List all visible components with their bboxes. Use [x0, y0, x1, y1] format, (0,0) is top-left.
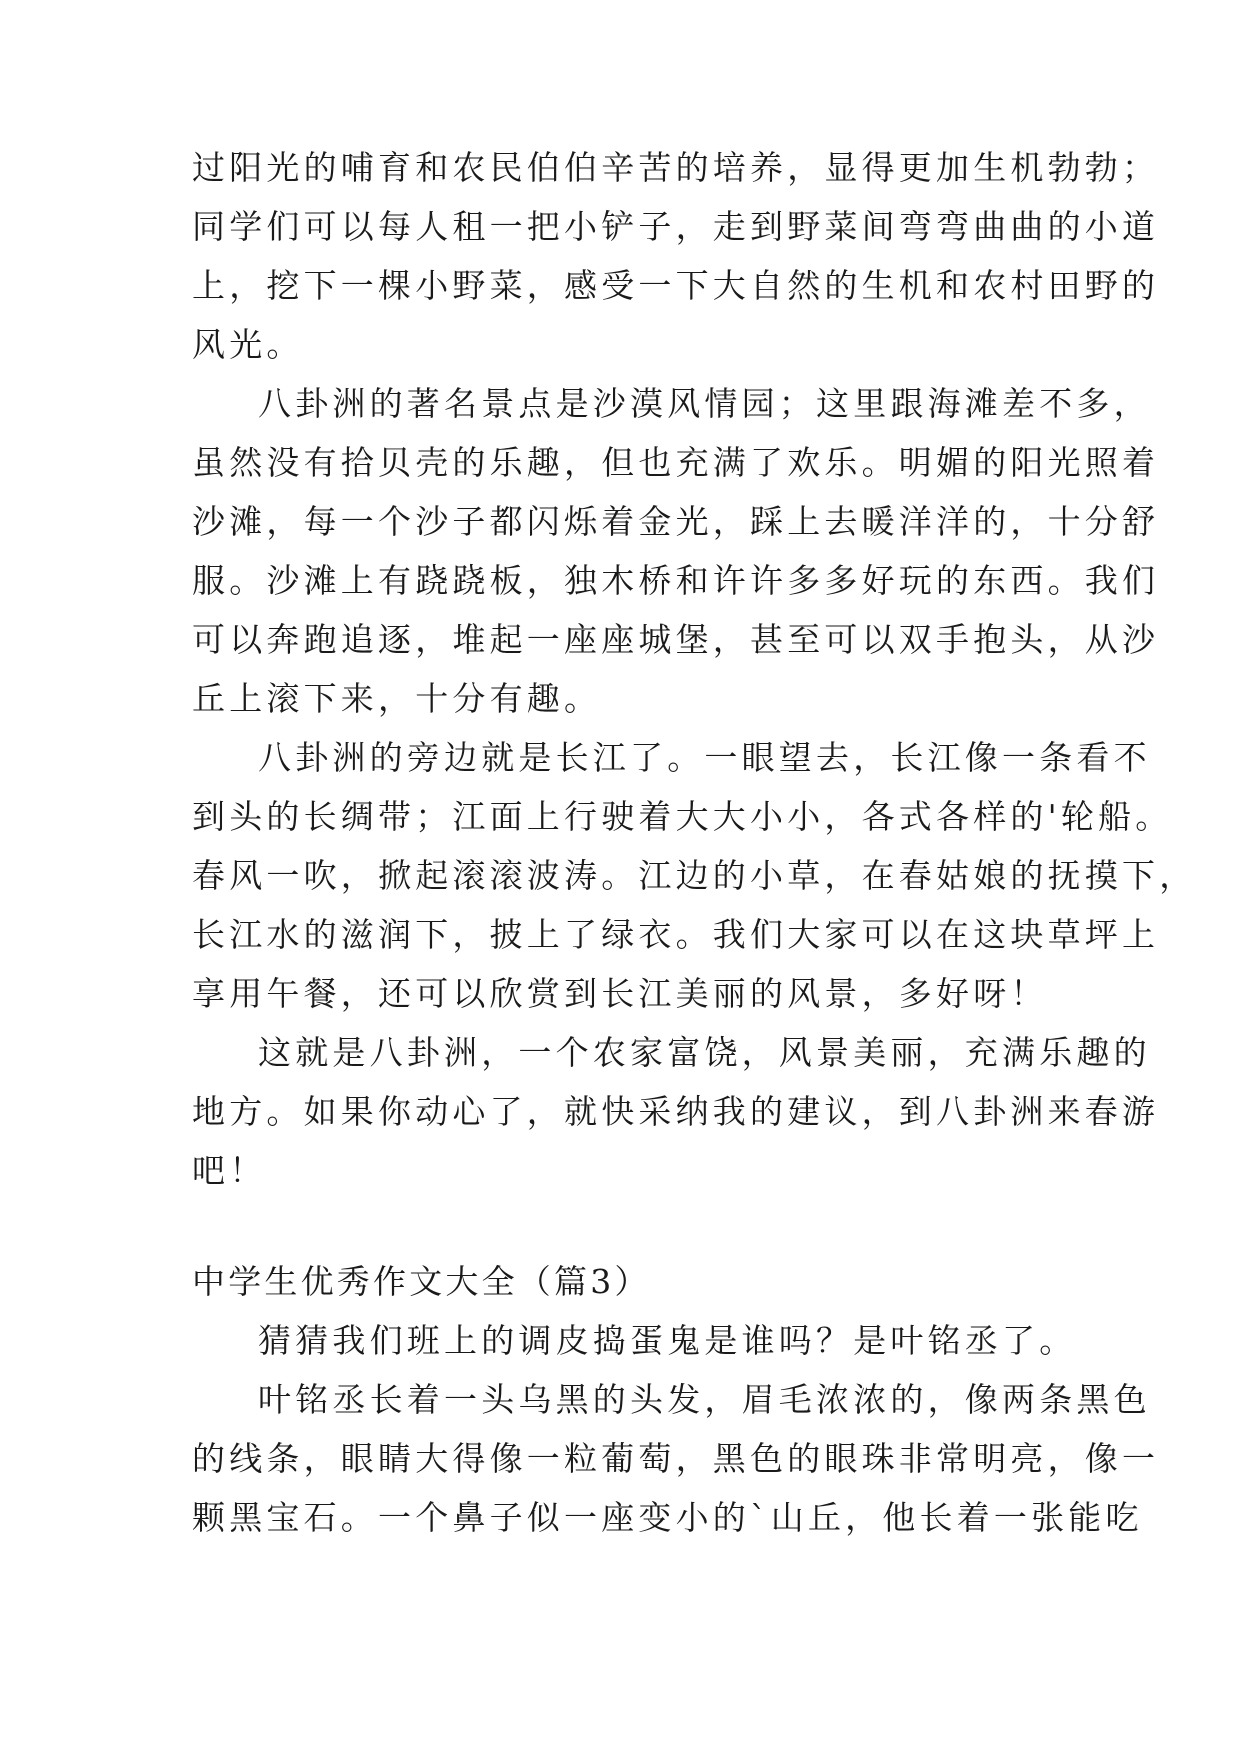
text-line: 过阳光的哺育和农民伯伯辛苦的培养，显得更加生机勃勃； — [192, 148, 1160, 187]
text-line: 可以奔跑追逐，堆起一座座城堡，甚至可以双手抱头，从沙 — [192, 620, 1160, 659]
text-line: 同学们可以每人租一把小铲子，走到野菜间弯弯曲曲的小道 — [192, 207, 1160, 246]
text-line: 八卦洲的旁边就是长江了。一眼望去，长江像一条看不 — [258, 738, 1151, 777]
text-line: 地方。如果你动心了，就快采纳我的建议，到八卦洲来春游 — [192, 1092, 1160, 1131]
essay-section-2 — [192, 1252, 1160, 1547]
text-line: 享用午餐，还可以欣赏到长江美丽的风景，多好呀！ — [192, 974, 1048, 1013]
text-line: 猜猜我们班上的调皮捣蛋鬼是谁吗？是叶铭丞了。 — [258, 1321, 1077, 1360]
essay-continuation — [192, 138, 1197, 1200]
text-line: 到头的长绸带；江面上行驶着大大小小，各式各样的'轮船。 — [192, 797, 1173, 836]
text-line: 吧！ — [192, 1151, 267, 1190]
text-line: 沙滩，每一个沙子都闪烁着金光，踩上去暖洋洋的，十分舒 — [192, 502, 1160, 541]
text-line: 颗黑宝石。一个鼻子似一座变小的`山丘，他长着一张能吃 — [192, 1498, 1143, 1537]
text-line: 服。沙滩上有跷跷板，独木桥和许许多多好玩的东西。我们 — [192, 561, 1160, 600]
text-line: 的线条，眼睛大得像一粒葡萄，黑色的眼珠非常明亮，像一 — [192, 1439, 1160, 1478]
text-line: 这就是八卦洲，一个农家富饶，风景美丽，充满乐趣的 — [258, 1033, 1151, 1072]
text-line: 丘上滚下来，十分有趣。 — [192, 679, 602, 718]
text-line: 风光。 — [192, 325, 304, 364]
text-line: 虽然没有拾贝壳的乐趣，但也充满了欢乐。明媚的阳光照着 — [192, 443, 1160, 482]
text-line: 叶铭丞长着一头乌黑的头发，眉毛浓浓的，像两条黑色 — [258, 1380, 1151, 1419]
text-line: 春风一吹，掀起滚滚波涛。江边的小草，在春姑娘的抚摸下， — [192, 856, 1197, 895]
section-heading: 中学生优秀作文大全（篇3） — [192, 1262, 651, 1301]
text-line: 长江水的滋润下，披上了绿衣。我们大家可以在这块草坪上 — [192, 915, 1160, 954]
text-line: 八卦洲的著名景点是沙漠风情园；这里跟海滩差不多， — [258, 384, 1151, 423]
text-line: 上，挖下一棵小野菜，感受一下大自然的生机和农村田野的 — [192, 266, 1160, 305]
